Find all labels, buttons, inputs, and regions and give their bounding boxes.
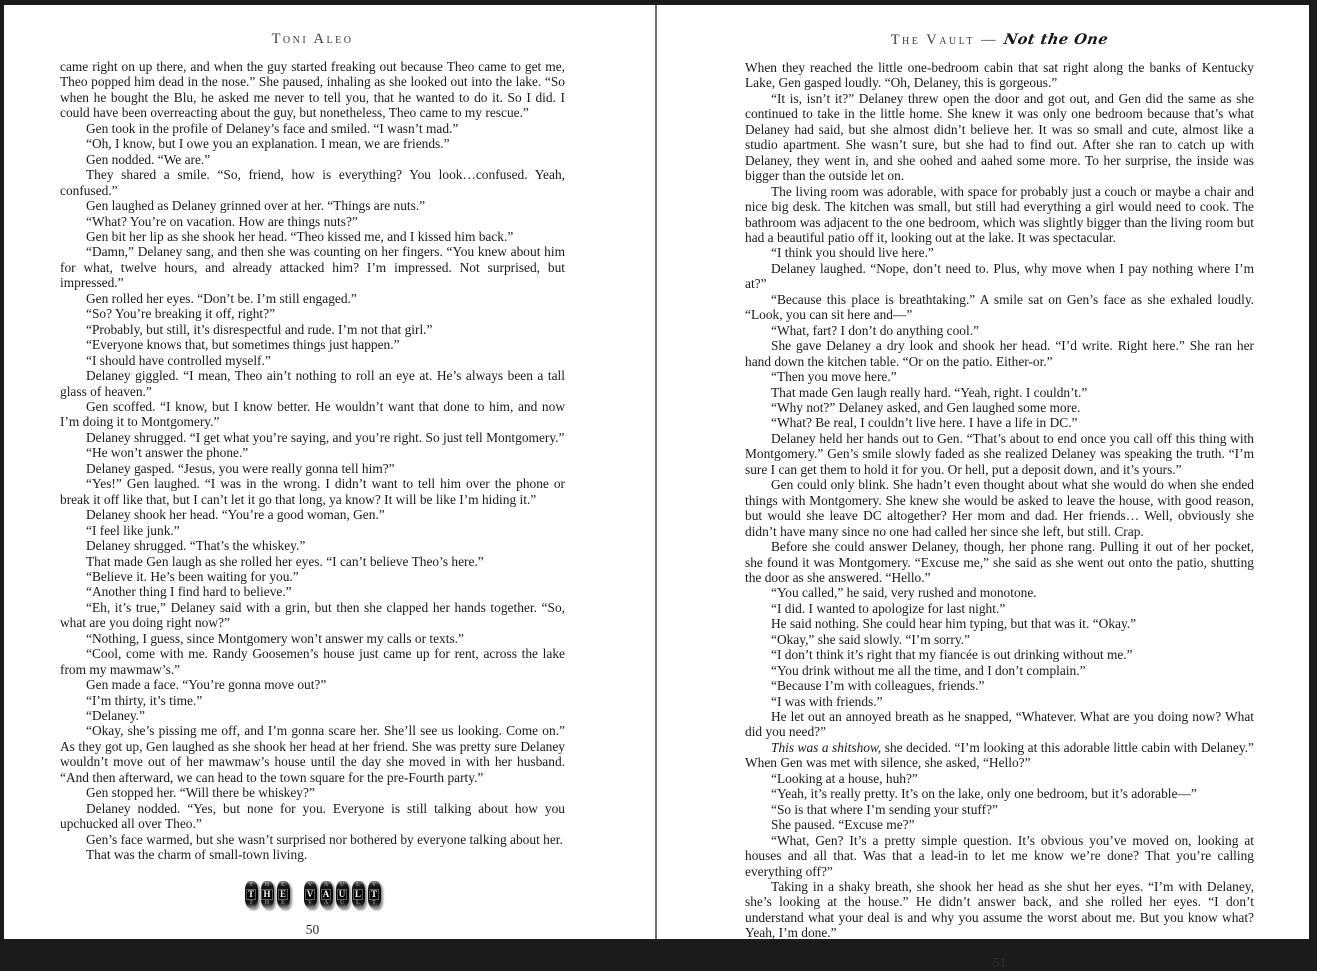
paragraph: “So? You’re breaking it off, right?” bbox=[86, 306, 276, 322]
running-header-author: Toni Aleo bbox=[271, 31, 354, 47]
paragraph: When they reached the little one-bedroom cabin that sat right along the banks of Kentucky Lake, Gen gasped loudly. “Oh, Delaney, this is gorgeous.” bbox=[745, 60, 1254, 91]
paragraph: “Cool, come with me. Randy Goosemen’s house just came up for rent, across the lake from my mawmaw’s.” bbox=[60, 646, 565, 677]
paragraph: “What? Be real, I couldn’t live here. I have a life in DC.” bbox=[771, 415, 1078, 431]
paragraph: “What? You’re on vacation. How are things nuts?” bbox=[86, 213, 358, 229]
book-spread bbox=[4, 5, 1309, 970]
paragraph: “Yes!” Gen laughed. “I was in the wrong. I didn’t want to tell him over the phone or break it off like that, but I can’t let it go that long, ya know? It will be like I’m hiding it.” bbox=[60, 476, 565, 507]
paragraph: Gen scoffed. “I know, but I know better. He wouldn’t want that done to him, and now I’m doing it to Montgomery.” bbox=[60, 398, 565, 430]
running-header-title bbox=[745, 31, 1254, 49]
paragraph: She gave Delaney a dry look and shook her head. “I’d write. Right here.” She ran her hand down the kitchen table. “Or on the patio. Either-or.” bbox=[745, 338, 1254, 369]
paragraph: “Delaney.” bbox=[86, 708, 145, 724]
paragraph: “Eh, it’s true,” Delaney said with a grin, but then she clapped her hands together. “So, what are you doing right now?” bbox=[60, 599, 565, 631]
paragraph: Delaney gasped. “Jesus, you were really gonna tell him?” bbox=[86, 460, 395, 476]
paragraph: Taking in a shaky breath, she shook her head as she shut her eyes. “I’m with Delaney, she’s looking at the house.” He didn’t answer back, and she rolled her eyes. “I don’t understand what your deal is and why you assume the worst about me. But you know what? Yeah, I’m done.” bbox=[745, 879, 1254, 941]
paragraph: “I did. I wanted to apologize for last night.” bbox=[771, 600, 1006, 616]
paragraph: She paused. “Excuse me?” bbox=[771, 817, 915, 833]
paragraph: Delaney shrugged. “That’s the whiskey.” bbox=[86, 538, 306, 554]
paragraph: Gen stopped her. “Will there be whiskey?” bbox=[86, 785, 315, 801]
paragraph: Gen could only blink. She hadn’t even thought about what she would do when she ended things with Montgomery. She knew she would be asked to leave the house, with good reason, but would she leave DC altogether? Her mom and dad. Her friends… Well, obviously she didn’t have many since no one had called her since she left, but still. Crap. bbox=[745, 477, 1254, 539]
paragraph: “Because I’m with colleagues, friends.” bbox=[771, 678, 985, 694]
paragraph: Delaney held her hands out to Gen. “That’s about to end once you call off this thing with Montgomery.” Gen’s smile slowly faded as she realized Delaney was speaking the truth. “I’m sure I can get them to hold it for you. Or hell, put a deposit down, and it’s yours.” bbox=[745, 430, 1254, 477]
paragraph: Delaney giggled. “I mean, Theo ain’t nothing to roll an eye at. He’s always been a tall glass of heaven.” bbox=[60, 368, 565, 399]
paragraph: Gen’s face warmed, but she wasn’t surprised nor bothered by everyone talking about her. bbox=[86, 831, 563, 847]
paragraph: Before she could answer Delaney, though, her phone rang. Pulling it out of her pocket, she found it was Montgomery. “Excuse me,” she said as she went out onto the patio, shutting the door as she answered. “Hello.” bbox=[745, 539, 1254, 585]
paragraph: “You drink without me all the time, and I don’t complain.” bbox=[771, 662, 1086, 678]
header-subtitle-script: Not the One bbox=[1002, 31, 1110, 48]
paragraph: “I think you should live here.” bbox=[771, 245, 934, 261]
paragraph: “What, Gen? It’s a pretty simple question. It’s obvious you’ve moved on, looking at houses and all that. Was that a lead-in to let me know we’re done? That you’re calling everything off?” bbox=[745, 832, 1254, 879]
paragraph: “Oh, I know, but I owe you an explanation. I mean, we are friends.” bbox=[86, 136, 450, 152]
paragraph: “I don’t think it’s right that my fiancée is out drinking without me.” bbox=[771, 647, 1133, 663]
page-right bbox=[657, 5, 1309, 970]
paragraph: “Nothing, I guess, since Montgomery won’t answer my calls or texts.” bbox=[86, 630, 464, 646]
paragraph: He said nothing. She could hear him typing, but that was it. “Okay.” bbox=[771, 616, 1137, 632]
page-number-left: 50 bbox=[305, 921, 320, 937]
paragraph: Gen made a face. “You’re gonna move out?” bbox=[86, 677, 327, 693]
paragraph: “It is, isn’t it?” Delaney threw open the door and got out, and Gen did the same as she continued to take in the little home. She knew it was only one bedroom because that’s what Delaney had said, but she almost didn’t believe her. It was so small and cute, almost like a studio apartment. She wasn’t sure, but she had to find out. After she ran to catch up with Delaney, they went in, and she oohed and aahed some more. To her surprise, the inside was bigger than the outside let on. bbox=[745, 90, 1254, 184]
paragraph: Delaney nodded. “Yes, but none for you. Everyone is still talking about how you upchucked all over Theo.” bbox=[60, 800, 565, 832]
header-title-text: The Vault bbox=[890, 32, 975, 48]
paragraph: “He won’t answer the phone.” bbox=[86, 445, 249, 461]
paragraph: “I’m thirty, it’s time.” bbox=[86, 692, 203, 708]
page-left-body bbox=[60, 59, 565, 863]
lock-dial-letter: H H H bbox=[261, 881, 274, 908]
chapter-end-ornament-the-vault bbox=[60, 881, 565, 908]
paragraph: That made Gen laugh as she rolled her eyes. “I can’t believe Theo’s here.” bbox=[86, 553, 484, 569]
paragraph: “Then you move here.” bbox=[771, 369, 897, 385]
lock-dial-letter: L L L bbox=[352, 881, 365, 908]
paragraph: Delaney shook her head. “You’re a good woman, Gen.” bbox=[86, 507, 385, 523]
paragraph: That made Gen laugh really hard. “Yeah, right. I couldn’t.” bbox=[771, 384, 1088, 400]
paragraph: Delaney shrugged. “I get what you’re saying, and you’re right. So just tell Montgomery.” bbox=[86, 429, 565, 445]
paragraph: “You called,” he said, very rushed and monotone. bbox=[771, 585, 1037, 601]
paragraph: “Okay,” she said slowly. “I’m sorry.” bbox=[771, 631, 970, 647]
paragraph: He let out an annoyed breath as he snapped, “Whatever. What are you doing now? What did you need?” bbox=[745, 709, 1254, 740]
lock-dial-letter: U U U bbox=[336, 881, 349, 908]
header-dash: — bbox=[974, 32, 1005, 48]
lock-dial-letter: T T T bbox=[245, 881, 258, 908]
paragraph: That was the charm of small-town living. bbox=[86, 847, 308, 863]
page-left bbox=[4, 5, 655, 939]
paragraph: Delaney laughed. “Nope, don’t need to. Plus, why move when I pay nothing where I’m at?” bbox=[745, 260, 1254, 292]
paragraph: They shared a smile. “So, friend, how is everything? You look…confused. Yeah, confused.” bbox=[60, 167, 565, 198]
paragraph: Gen rolled her eyes. “Don’t be. I’m still engaged.” bbox=[86, 290, 357, 306]
paragraph: This was a shitshow, she decided. “I’m looking at this adorable little cabin with Delaney.” When Gen was met with silence, she asked, “Hello?” bbox=[745, 739, 1254, 771]
paragraph: “I should have controlled myself.” bbox=[86, 352, 271, 368]
paragraph: Gen took in the profile of Delaney’s face and smiled. “I wasn’t mad.” bbox=[86, 120, 459, 136]
paragraph: “So is that where I’m sending your stuff?” bbox=[771, 801, 998, 817]
paragraph: “Damn,” Delaney sang, and then she was counting on her fingers. “You knew about him for what, twelve hours, and already attacked him? I’m impressed. Not surprised, but impressed.” bbox=[60, 244, 565, 291]
lock-dial-letter: E E E bbox=[277, 881, 290, 908]
paragraph: The living room was adorable, with space for probably just a couch or maybe a chair and nice big desk. The kitchen was small, but still had everything a girl would need to cook. The bathroom was adjacent to the one bedroom, which was slightly bigger than the living room but had a beautiful patio off it, looking out at the lake. It was spectacular. bbox=[745, 183, 1254, 245]
paragraph: “Looking at a house, huh?” bbox=[771, 770, 918, 786]
lock-dial-letter: T T T bbox=[368, 881, 381, 908]
paragraph: “What, fart? I don’t do anything cool.” bbox=[771, 322, 979, 338]
paragraph: “I was with friends.” bbox=[771, 693, 883, 709]
paragraph: Gen nodded. “We are.” bbox=[86, 151, 211, 167]
page-number-right: 51 bbox=[992, 954, 1007, 970]
paragraph: “Another thing I find hard to believe.” bbox=[86, 584, 292, 600]
paragraph: “Probably, but still, it’s disrespectful and rude. I’m not that girl.” bbox=[86, 321, 433, 337]
lock-dial-letter: V V V bbox=[304, 881, 317, 908]
paragraph: “Believe it. He’s been waiting for you.” bbox=[86, 568, 299, 584]
paragraph: “Okay, she’s pissing me off, and I’m gonna scare her. She’ll see us looking. Come on.” As they got up, Gen laughed as she shook her head at her friend. She was pretty sure Delaney wouldn’t move out of her mawmaw’s house until the day she moved in with her husband. “And then afterward, we can head to the town square for the pre-Fourth party.” bbox=[60, 723, 565, 785]
paragraph: Gen bit her lip as she shook her head. “Theo kissed me, and I kissed him back.” bbox=[86, 228, 514, 244]
paragraph: “Yeah, it’s really pretty. It’s on the lake, only one bedroom, but it’s adorable—” bbox=[771, 786, 1197, 802]
paragraph: came right on up there, and when the guy started freaking out because Theo came to get me, Theo popped him dead in the nose.” She paused, inhaling as she looked out into the lake. “So when he bought the Blu, he asked me never to tell you, that he wanted to do it. So I did. I could have been overreacting about the guy, but nonetheless, Theo came to my rescue.” bbox=[60, 59, 565, 121]
page-right-body bbox=[745, 60, 1254, 941]
paragraph: Gen laughed as Delaney grinned over at her. “Things are nuts.” bbox=[86, 198, 426, 214]
paragraph: “Why not?” Delaney asked, and Gen laughed some more. bbox=[771, 399, 1081, 415]
paragraph: “Everyone knows that, but sometimes things just happen.” bbox=[86, 337, 400, 353]
paragraph: “Because this place is breathtaking.” A smile sat on Gen’s face as she exhaled loudly. “Look, you can sit here and—” bbox=[745, 291, 1254, 323]
paragraph: “I feel like junk.” bbox=[86, 522, 180, 538]
lock-dial-letter: A A A bbox=[320, 881, 333, 908]
